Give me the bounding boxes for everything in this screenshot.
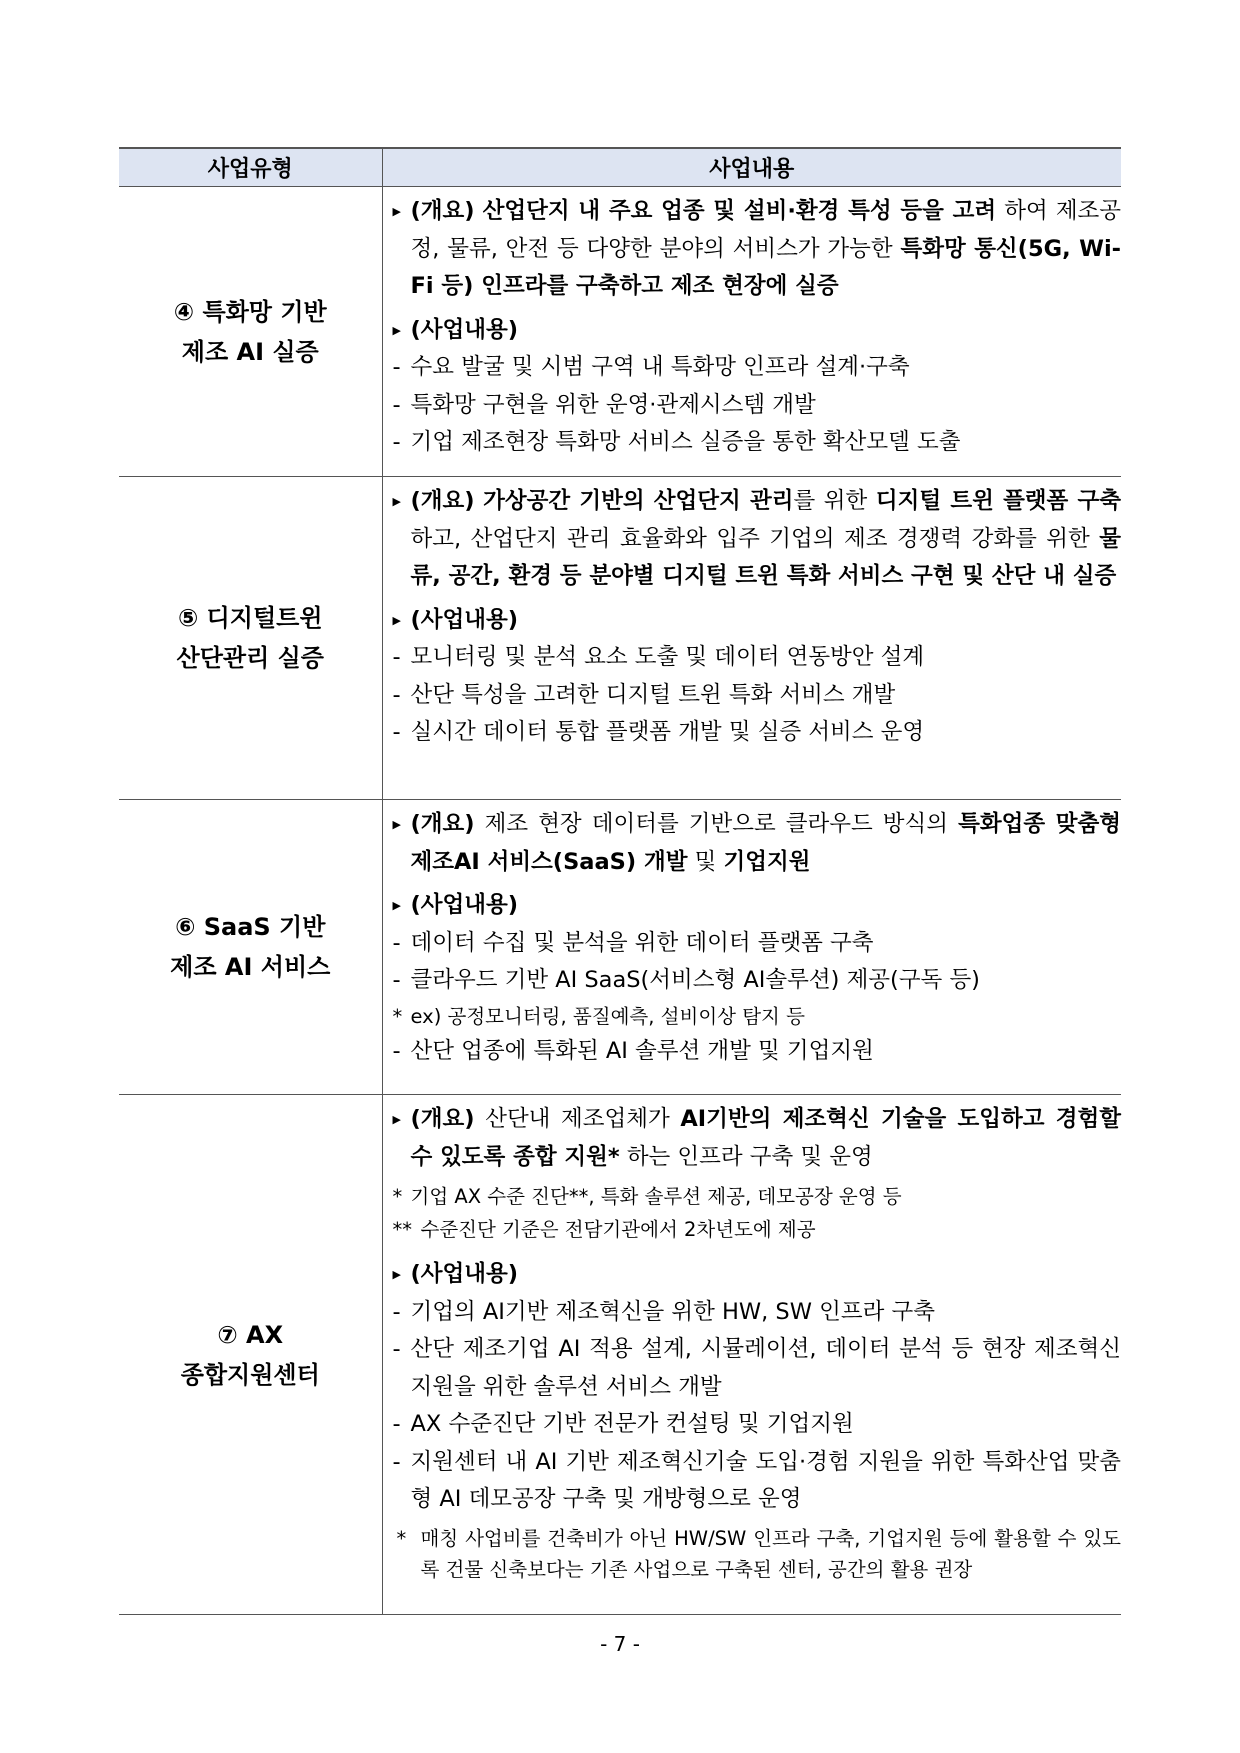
footnote: * 기업 AX 수준 진단**, 특화 솔루션 제공, 데모공장 운영 등	[392, 1185, 902, 1208]
details-heading	[391, 312, 1122, 350]
list-item: - 기업 제조현장 특화망 서비스 실증을 통한 확산모델 도출	[392, 429, 961, 455]
list-item: - 산단 업종에 특화된 AI 솔루션 개발 및 기업지원	[392, 1037, 874, 1064]
overview-paragraph	[391, 1101, 1122, 1176]
details-label: (사업내용)	[410, 606, 519, 633]
triangle-right-icon: ▶	[392, 323, 401, 337]
table-row	[119, 800, 1121, 1095]
table-row	[119, 187, 1121, 477]
list-item: - 지원센터 내 AI 기반 제조혁신기술 도입·경험 지원을 위한 특화산업 맞춤형 AI 데모공장 구축 및 개방형으로 운영	[392, 1448, 1121, 1512]
details-heading	[391, 602, 1122, 640]
overview-text: 하는 인프라 구축 및 운영	[626, 1143, 873, 1170]
details-label: (사업내용)	[410, 1261, 519, 1287]
overview-text: 산단내 제조업체가	[485, 1106, 670, 1132]
business-content-cell	[382, 800, 1121, 1095]
business-content-cell	[382, 187, 1121, 477]
triangle-right-icon: ▶	[392, 205, 401, 218]
overview-bold-text: 기업지원	[723, 848, 811, 875]
triangle-right-icon: ▶	[392, 818, 401, 831]
business-type-line: ⑤ 디지털트윈	[177, 604, 323, 632]
business-type-line: 제조 AI 실증	[181, 337, 319, 366]
overview-paragraph	[391, 193, 1122, 306]
overview-bold-text: 특화업종 맞춤형 제조AI 서비스(SaaS) 개발	[410, 811, 1122, 875]
business-type-cell	[119, 477, 382, 800]
triangle-right-icon: ▶	[392, 1113, 401, 1126]
overview-text: 제조 현장 데이터를 기반으로 클라우드 방식의	[484, 811, 949, 837]
overview-bold-text: 산업단지 내 주요 업종 및 설비·환경 특성 등을 고려	[482, 198, 997, 224]
business-type-cell	[119, 187, 382, 477]
list-item: - 특화망 구현을 위한 운영·관제시스템 개발	[392, 391, 816, 418]
footnote: * ex) 공정모니터링, 품질예측, 설비이상 탐지 등	[392, 1004, 805, 1028]
list-item: - 데이터 수집 및 분석을 위한 데이터 플랫폼 구축	[392, 929, 874, 956]
overview-label: (개요)	[410, 198, 475, 224]
list-item: - 기업의 AI기반 제조혁신을 위한 HW, SW 인프라 구축	[392, 1298, 935, 1325]
business-type-cell	[119, 1095, 382, 1615]
overview-bold-text: 가상공간 기반의 산업단지 관리	[483, 488, 794, 514]
overview-bold-text: 물류, 공간, 환경 등 분야별 디지털 트윈 특화 서비스 구현 및 산단 내 실증	[410, 525, 1121, 589]
triangle-right-icon: ▶	[392, 495, 401, 508]
table-header-row	[119, 148, 1121, 187]
overview-paragraph	[391, 806, 1122, 881]
list-item: - AX 수준진단 기반 전문가 컨설팅 및 기업지원	[392, 1411, 854, 1437]
overview-label: (개요)	[410, 811, 475, 837]
overview-label: (개요)	[410, 1106, 475, 1132]
header-business-type: 사업유형	[119, 148, 382, 187]
list-item: - 모니터링 및 분석 요소 도출 및 데이터 연동방안 설계	[392, 644, 925, 670]
overview-paragraph	[391, 483, 1122, 596]
overview-text: 하여 제조공정, 물류, 안전 등 다양한 분야의 서비스가 가능한	[410, 198, 1122, 262]
table-row	[119, 477, 1121, 800]
list-item: - 클라우드 기반 AI SaaS(서비스형 AI솔루션) 제공(구독 등)	[392, 967, 980, 993]
list-item: - 실시간 데이터 통합 플랫폼 개발 및 실증 서비스 운영	[392, 719, 925, 745]
list-item: - 산단 제조기업 AI 적용 설계, 시뮬레이션, 데이터 분석 등 현장 제조혁신 지원을 위한 솔루션 서비스 개발	[392, 1336, 1121, 1400]
business-content-cell	[382, 1095, 1121, 1615]
business-type-line: ⑥ SaaS 기반	[175, 913, 326, 941]
details-heading	[391, 887, 1122, 925]
business-type-line: 산단관리 실증	[176, 644, 324, 672]
overview-bold-text: 디지털 트윈 플랫폼 구축	[875, 488, 1122, 514]
triangle-right-icon: ▶	[392, 899, 401, 912]
header-business-content: 사업내용	[382, 148, 1121, 187]
details-heading	[391, 1256, 1122, 1294]
overview-bold-text: 특화망 통신(5G, Wi-Fi 등) 인프라를 구축하고 제조 현장에 실증	[410, 235, 1121, 299]
list-item: - 산단 특성을 고려한 디지털 트윈 특화 서비스 개발	[392, 681, 896, 708]
overview-text: 를 위한	[793, 488, 868, 514]
business-type-line: ⑦ AX	[217, 1320, 284, 1349]
overview-text: 및	[694, 848, 717, 875]
business-type-line: ④ 특화망 기반	[173, 297, 327, 326]
triangle-right-icon: ▶	[392, 613, 401, 627]
details-label: (사업내용)	[410, 316, 519, 343]
details-label: (사업내용)	[410, 892, 519, 918]
business-type-cell	[119, 800, 382, 1095]
footnote: * 매칭 사업비를 건축비가 아닌 HW/SW 인프라 구축, 기업지원 등에 활용할 수 있도록 건물 신축보다는 기존 사업으로 구축된 센터, 공간의 활용 권장	[396, 1526, 1121, 1581]
business-type-line: 제조 AI 서비스	[170, 953, 331, 981]
business-content-cell	[382, 477, 1121, 800]
triangle-right-icon: ▶	[392, 1268, 401, 1281]
business-table	[119, 147, 1121, 1615]
business-type-line: 종합지원센터	[180, 1360, 320, 1389]
page-number: - 7 -	[600, 1632, 640, 1656]
overview-bold-text: AI기반의 제조혁신 기술을 도입하고 경험할 수 있도록 종합 지원*	[410, 1106, 1121, 1170]
footnote: ** 수준진단 기준은 전담기관에서 2차년도에 제공	[392, 1218, 816, 1241]
overview-text: 하고, 산업단지 관리 효율화와 입주 기업의 제조 경쟁력 강화를 위한	[410, 525, 1090, 552]
table-row	[119, 1095, 1121, 1615]
overview-label: (개요)	[410, 488, 475, 514]
list-item: - 수요 발굴 및 시범 구역 내 특화망 인프라 설계·구축	[392, 354, 910, 380]
